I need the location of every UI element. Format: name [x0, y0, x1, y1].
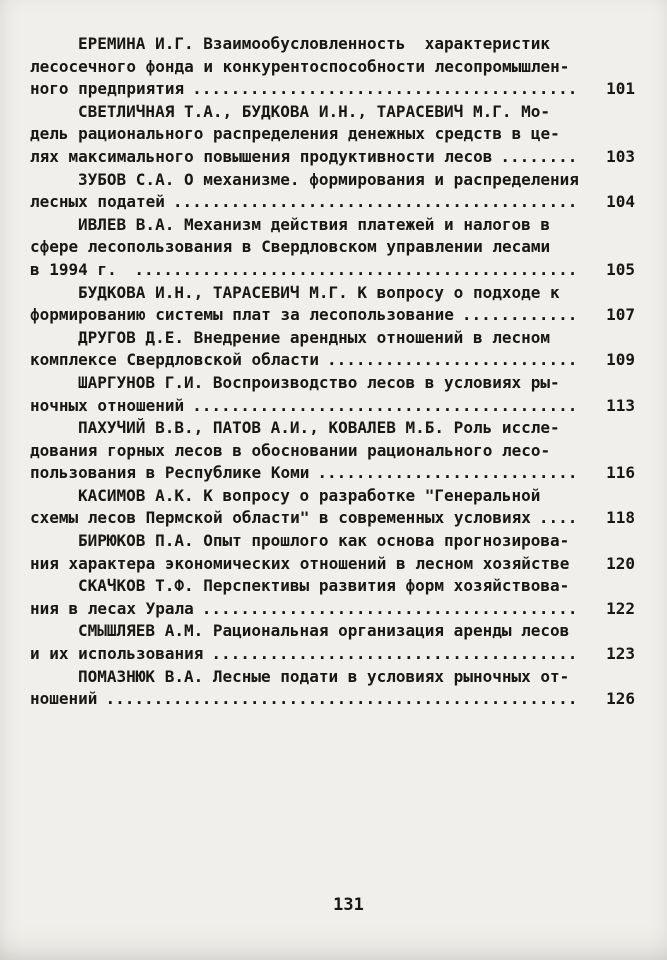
- toc-line-text: схемы лесов Пермской области" в современных условиях: [30, 508, 531, 528]
- toc-line: ДРУГОВ Д.Е. Внедрение арендных отношений в лесном: [78, 327, 551, 347]
- dot-leader: [327, 349, 579, 372]
- toc-line: ПАХУЧИЙ В.В., ПАТОВ А.И., КОВАЛЕВ М.Б. Роль иссле-: [78, 418, 560, 438]
- toc-line-text: пользования в Республике Коми: [30, 463, 310, 483]
- toc-entry: [30, 666, 635, 711]
- dot-leader: [539, 507, 579, 530]
- toc-line: сфере лесопользования в Свердловском управлении лесами: [30, 237, 551, 257]
- toc-entry-page-number: 101: [606, 79, 635, 99]
- toc-entry: [30, 282, 635, 327]
- toc-entry-page-number: 104: [606, 192, 635, 212]
- toc-line: [30, 553, 635, 576]
- toc-entry-page-number: 123: [606, 644, 635, 664]
- toc-line: БУДКОВА И.Н., ТАРАСЕВИЧ М.Г. К вопросу о подходе к: [78, 282, 560, 302]
- toc-entry-page-number: 105: [606, 259, 635, 279]
- dot-leader: [105, 688, 579, 711]
- toc-line-text: в 1994 г.: [30, 259, 127, 279]
- toc-entry-page-number: 118: [606, 508, 635, 528]
- toc-entry-page-number: 122: [606, 598, 635, 618]
- toc-entry: [30, 327, 635, 372]
- toc-line: [30, 146, 635, 169]
- page-number: 131: [333, 895, 364, 915]
- toc-line: ЕРЕМИНА И.Г. Взаимообусловленность характеристик: [78, 34, 551, 53]
- toc-line: [30, 349, 635, 372]
- toc-line-text: формированию системы плат за лесопользование: [30, 305, 454, 325]
- toc-entry: [30, 33, 635, 101]
- toc-line: дования горных лесов в обосновании рационального лесо-: [30, 440, 551, 460]
- toc-line-text: и их использования: [30, 644, 204, 664]
- dot-leader: [173, 191, 579, 214]
- toc-line: БИРЮКОВ П.А. Опыт прошлого как основа прогнозирова-: [78, 531, 570, 551]
- toc-line: СКАЧКОВ Т.Ф. Перспективы развития форм хозяйствова-: [78, 576, 570, 596]
- toc-entry: [30, 372, 635, 417]
- dot-leader: [192, 78, 579, 101]
- toc-entry: [30, 620, 635, 665]
- toc-entry-page-number: 113: [606, 395, 635, 415]
- toc-entry-page-number: 109: [606, 350, 635, 370]
- toc-line: ИВЛЕВ В.А. Механизм действия платежей и налогов в: [78, 214, 551, 234]
- toc-line: [30, 304, 635, 327]
- dot-leader: [211, 643, 579, 666]
- dot-leader: [192, 395, 579, 418]
- toc-line-text: лесных податей: [30, 192, 165, 212]
- toc-line-text: комплексе Свердловской области: [30, 350, 319, 370]
- toc-entry-page-number: 116: [606, 463, 635, 483]
- toc-line: [30, 598, 635, 621]
- toc-entry: [30, 214, 635, 282]
- dot-leader: [500, 146, 579, 169]
- toc-entry: [30, 417, 635, 485]
- toc-line: [30, 259, 635, 282]
- toc-line: ШАРГУНОВ Г.И. Воспроизводство лесов в условиях ры-: [78, 372, 560, 392]
- toc-line: [30, 78, 635, 101]
- toc-entry-page-number: 126: [606, 689, 635, 709]
- toc-entry: [30, 530, 635, 575]
- toc-line-text: лях максимального повышения продуктивности лесов: [30, 146, 493, 166]
- toc-entry-page-number: 107: [606, 305, 635, 325]
- toc-line: [30, 688, 635, 711]
- toc-line: [30, 395, 635, 418]
- toc-entry-page-number: 120: [606, 553, 635, 573]
- toc-entry: [30, 101, 635, 169]
- dot-leader: [462, 304, 579, 327]
- toc-line: лесосечного фонда и конкурентоспособности лесопромышлен-: [30, 56, 570, 76]
- toc-line: дель рационального распределения денежных средств в це-: [30, 124, 560, 144]
- toc-line: [30, 462, 635, 485]
- toc-entry: [30, 575, 635, 620]
- toc-line: КАСИМОВ А.К. К вопросу о разработке "Генеральной: [78, 485, 541, 505]
- dot-leader: [202, 598, 579, 621]
- toc-line: [30, 191, 635, 214]
- toc-line: ЗУБОВ С.А. О механизме. формирования и распределения: [78, 169, 579, 189]
- toc-entry: [30, 485, 635, 530]
- dot-leader: [134, 259, 579, 282]
- toc-line-text: ношений: [30, 689, 98, 709]
- toc-line-text: ния в лесах Урала: [30, 598, 194, 618]
- toc-line-text: ного предприятия: [30, 79, 185, 99]
- toc-line: [30, 643, 635, 666]
- toc-line: СВЕТЛИЧНАЯ Т.А., БУДКОВА И.Н., ТАРАСЕВИЧ М.Г. Мо-: [78, 101, 551, 121]
- toc-line: СМЫШЛЯЕВ А.М. Рациональная организация аренды лесов: [78, 621, 570, 641]
- toc-entry-page-number: 103: [606, 146, 635, 166]
- toc-entry: [30, 169, 635, 214]
- dot-leader: [317, 462, 579, 485]
- toc-line: ПОМАЗНЮК В.А. Лесные подати в условиях рыночных от-: [78, 666, 570, 686]
- toc-line-text: ночных отношений: [30, 395, 185, 415]
- toc-line: [30, 507, 635, 530]
- toc-line-text: ния характера экономических отношений в лесном хозяйстве: [30, 553, 570, 573]
